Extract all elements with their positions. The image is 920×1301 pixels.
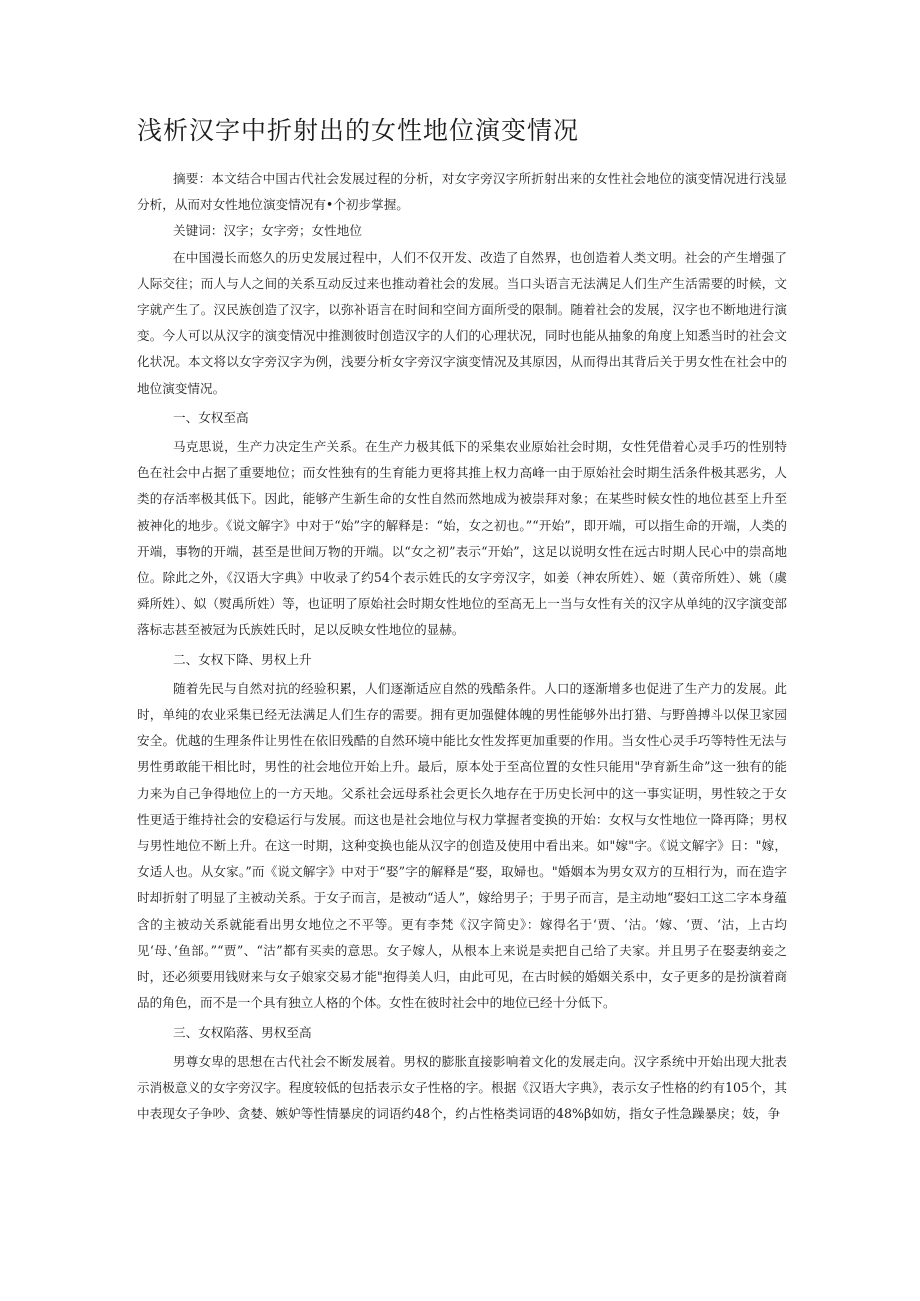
abstract-paragraph: 摘要：本文结合中国古代社会发展过程的分析，对女字旁汉字所折射出来的女性社会地位的演变情况进行浅显分析，从而对女性地位演变情况有•个初步掌握。 [137, 171, 787, 213]
intro-paragraph: 在中国漫长而悠久的历史发展过程中，人们不仅开发、改造了自然界，也创造着人类文明。社会的产生增强了人际交往；而人与人之间的关系互动反过来也推动着社会的发展。当口头语言无法满足人们生产生活需要的时候，文字就产生了。汉民族创造了汉字，以弥补语言在时间和空间方面所受的限制。随着社会的发展，汉字也不断地进行演变。今人可以从汉字的演变情况中推测彼时创造汉字的人们的心理状况，同时也能从抽象的角度上知悉当时的社会文化状况。本文将以女字旁汉字为例，浅要分析女字旁汉字演变情况及其原因，从而得出其背后关于男女性在社会中的地位演变情况。 [137, 249, 787, 396]
keywords-line: 关键词：汉字；女字旁；女性地位 [173, 223, 362, 239]
section-3-paragraph: 男尊女卑的思想在古代社会不断发展着。男权的膨胀直接影响着文化的发展走向。汉字系统中开始出现大批表示消极意义的女字旁汉字。程度较低的包括表示女子性格的字。根据《汉语大字典》，表示女子性格的约有105个，其中表现女子争吵、贪婪、嫉妒等性情暴戾的词语约48个，约占性格类词语的48%β如妨，指女子性急躁暴戾；妓，争 [137, 1053, 787, 1122]
section-heading-3: 三、女权陷落、男权至高 [173, 1024, 312, 1040]
document-title: 浅析汉字中折射出的女性地位演变情况 [137, 116, 580, 145]
section-heading-1: 一、女权至高 [173, 409, 249, 425]
section-2-paragraph: 随着先民与自然对抗的经验积累，人们逐渐适应自然的残酷条件。人口的逐渐增多也促进了生产力的发展。此时，单纯的农业采集已经无法满足人们生存的需要。拥有更加强健体魄的男性能够外出打猎、与野兽搏斗以保卫家园安全。优越的生理条件让男性在依旧残酷的自然环境中能比女性发挥更加重要的作用。当女性心灵手巧等特性无法与男性勇敢能干相比时，男性的社会地位开始上升。最后，原本处于至高位置的女性只能用"孕育新生命”这一独有的能力来为自己争得地位上的一方天地。父系社会远母系社会更长久地存在于历史长河中的这一事实证明，男性较之于女性更适于维持社会的安稳运行与发展。而这也是社会地位与权力掌握者变换的开始：女权与女性地位一降再降；男权与男性地位不断上升。在这一时期，这种变换也能从汉字的创造及使用中看出来。如"嫁"字。《说文解字》日："嫁，女适人也。从女家。”而《说文解字》中对于“娶”字的解释是“娶，取婦也。"婚姻本为男女双方的互相行为，而在造字时却折射了明显了主被动关系。于女子而言，是被动“适人”，嫁给男子；于男子而言，是主动地“娶妇工这二字本身蕴含的主被动关系就能看出男女地位之不平等。更有李梵《汉字简史》：嫁得名于‘贾、‘沽。‘嫁、‘贾、‘沽，上古均见‘母、’鱼部。”“贾”、“沽”都有买卖的意思。女子嫁人，从根本上来说是卖把自己给了夫家。并且男子在娶妻纳妾之时，还必须要用钱财来与女子娘家交易才能"抱得美人归，由此可见，在古时候的婚姻关系中，女子更多的是扮演着商品的角色，而不是一个具有独立人格的个体。女性在彼时社会中的地位已经十分低下。 [137, 680, 787, 1011]
section-heading-2: 二、女权下降、男权上升 [173, 651, 312, 667]
section-1-paragraph: 马克思说，生产力决定生产关系。在生产力极其低下的采集农业原始社会时期，女性凭借着心灵手巧的性别特色在社会中占据了重要地位；而女性独有的生育能力更将其推上权力高峰一由于原始社会时期生活条件极其恶劣，人类的存活率极其低下。因此，能够产生新生命的女性自然而然地成为被崇拜对象；在某些时候女性的地位甚至上升至被神化的地步。《说文解字》中对于“始”字的解释是：“始，女之初也。”“开始”，即开端，可以指生命的开端，人类的开端，事物的开端，甚至是世间万物的开端。以“女之初”表示“开始”，这足以说明女性在远古时期人民心中的崇高地位。除此之外，《汉语大字典》中收录了约54个表示姓氏的女字旁汉字，如姜（神农所姓）、姬（黄帝所姓）、姚（虞舜所姓）、姒（熨禹所姓）等，也证明了原始社会时期女性地位的至高无上一当与女性有关的汉字从单纯的汉字演变部落标志甚至被冠为氏族姓氏时，足以反映女性地位的显赫。 [137, 439, 787, 638]
document-page [137, 112, 787, 1127]
